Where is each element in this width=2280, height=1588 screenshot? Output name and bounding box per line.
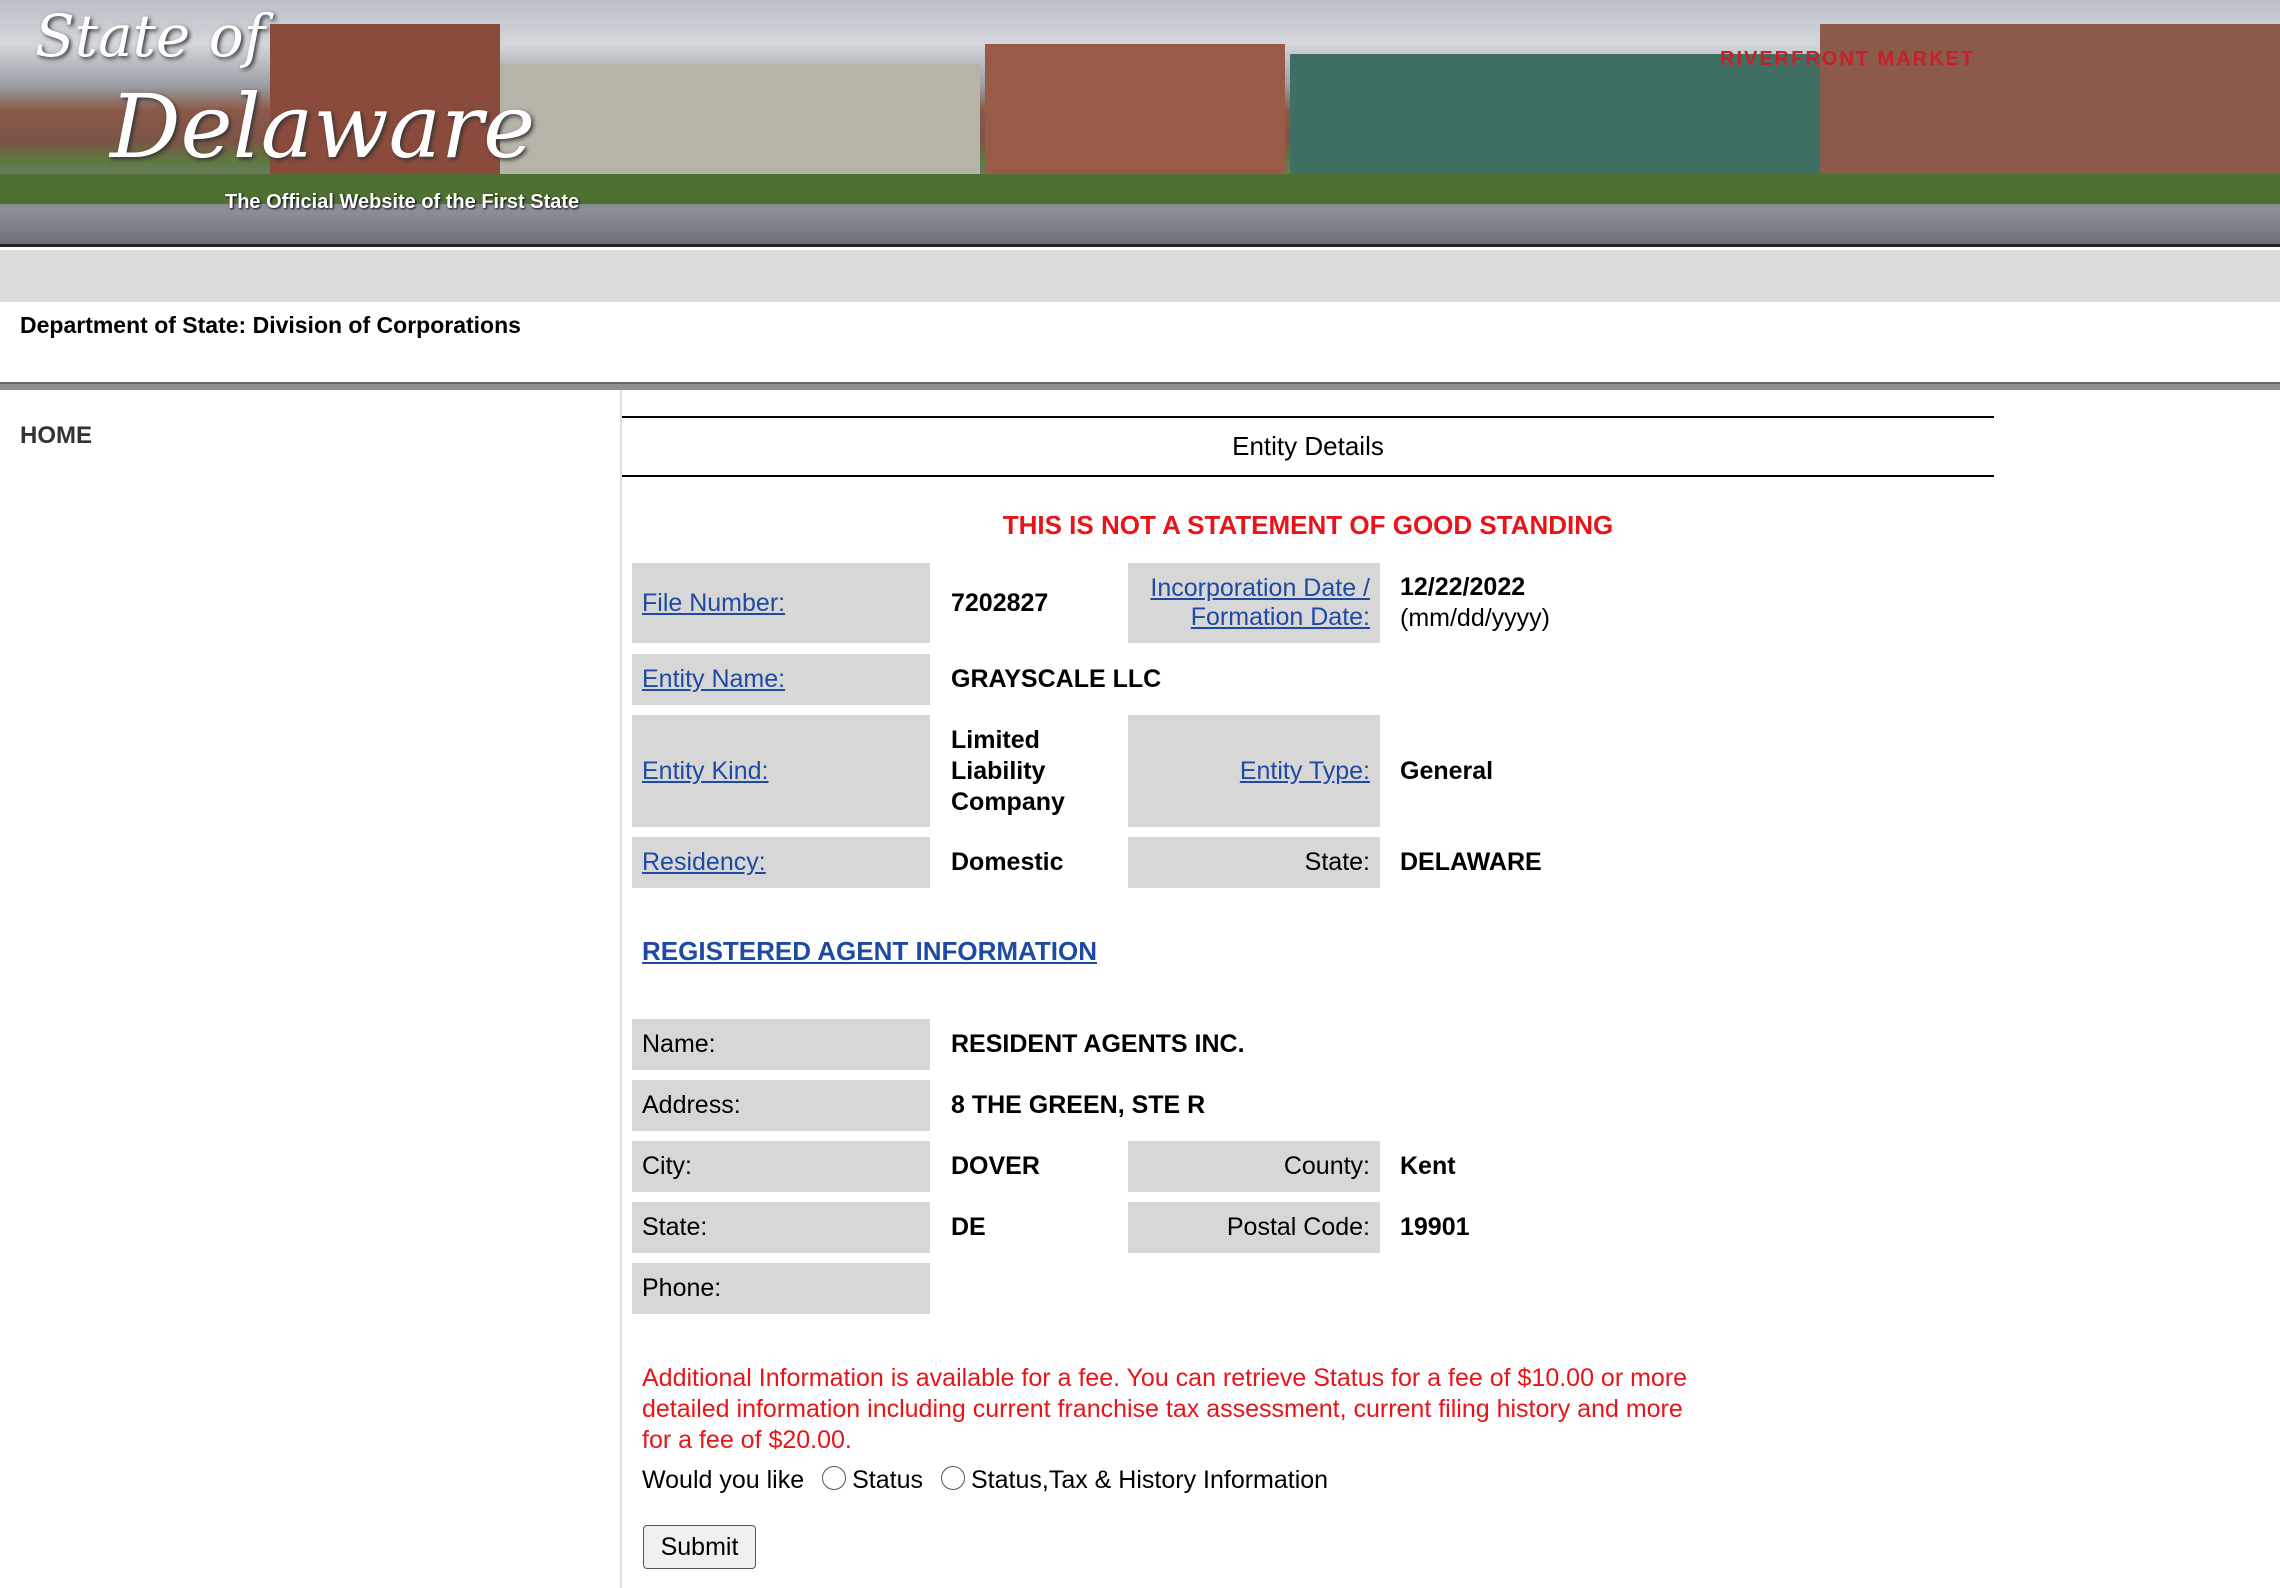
agent-state-label: State: <box>632 1202 930 1253</box>
date: 12/22/2022 <box>1400 573 1526 601</box>
kind-line: Limited <box>951 725 1040 754</box>
entity-name-value: GRAYSCALE LLC <box>951 665 1162 693</box>
status-radio[interactable] <box>822 1466 846 1490</box>
file-number-link[interactable]: File Number: <box>642 588 786 617</box>
agent-postal-value: 19901 <box>1400 1213 1470 1241</box>
registered-agent-heading-link[interactable]: REGISTERED AGENT INFORMATION <box>642 936 1097 966</box>
full-info-option-label[interactable]: Status,Tax & History Information <box>971 1466 1329 1494</box>
good-standing-warning: THIS IS NOT A STATEMENT OF GOOD STANDING <box>1002 510 1614 540</box>
file-number-value: 7202827 <box>951 588 1049 617</box>
submit-button[interactable]: Submit <box>643 1525 756 1569</box>
state-label: State: <box>1128 837 1380 888</box>
nav-home-link[interactable]: HOME <box>20 422 92 449</box>
agent-state-value: DE <box>951 1213 986 1241</box>
entity-type-link[interactable]: Entity Type: <box>1239 756 1370 785</box>
order-prompt: Would you like <box>642 1466 805 1494</box>
agent-county-label: County: <box>1128 1141 1380 1192</box>
link-text: Formation Date: <box>1190 603 1370 631</box>
agent-name-label: Name: <box>632 1019 930 1070</box>
date-format: (mm/dd/yyyy) <box>1400 604 1550 632</box>
file-number-label <box>632 563 930 643</box>
building-image <box>1820 24 2280 174</box>
incorporation-date-label <box>1128 563 1380 643</box>
column-divider <box>620 390 622 1588</box>
agent-city-label: City: <box>632 1141 930 1192</box>
entity-name-label <box>632 654 930 705</box>
nav-band <box>0 250 2280 302</box>
incorporation-date-value <box>1400 563 1550 643</box>
logo-text: Delaware <box>110 75 536 178</box>
logo-text: State of <box>35 2 266 70</box>
residency-label <box>632 837 930 888</box>
agent-name-value: RESIDENT AGENTS INC. <box>951 1030 1245 1058</box>
agent-county-value: Kent <box>1400 1152 1456 1180</box>
agent-postal-label: Postal Code: <box>1128 1202 1380 1253</box>
agent-address-value: 8 THE GREEN, STE R <box>951 1091 1206 1119</box>
agent-city-value: DOVER <box>951 1152 1040 1180</box>
entity-kind-label <box>632 715 930 827</box>
order-options <box>642 1466 1328 1495</box>
entity-type-value: General <box>1400 756 1494 785</box>
tagline: The Official Website of the First State <box>225 191 580 213</box>
section-title: Entity Details <box>622 416 1994 477</box>
agent-phone-label: Phone: <box>632 1263 930 1314</box>
fee-information: Additional Information is available for a fee. You can retrieve Status for a fee of $10.00 or more detailed information including current franchise tax assessment, current filing history and more for a fee of $20.00. <box>642 1364 1688 1454</box>
full-info-radio[interactable] <box>941 1466 965 1490</box>
agent-address-label: Address: <box>632 1080 930 1131</box>
kind-line: Company <box>951 787 1065 816</box>
residency-value: Domestic <box>951 848 1064 876</box>
building-image <box>985 44 1285 174</box>
residency-link[interactable]: Residency: <box>642 848 766 876</box>
entity-kind-link[interactable]: Entity Kind: <box>642 756 769 785</box>
site-banner <box>0 0 2280 247</box>
market-sign: RIVERFRONT MARKET <box>1720 48 1976 70</box>
entity-kind-value <box>951 715 1065 827</box>
divider <box>0 382 2280 390</box>
building-image <box>1290 54 1820 174</box>
entity-name-link[interactable]: Entity Name: <box>642 665 786 693</box>
status-option-label[interactable]: Status <box>852 1466 923 1494</box>
incorporation-date-link[interactable] <box>1150 574 1370 632</box>
link-text: Incorporation Date / <box>1150 574 1370 602</box>
entity-type-label <box>1128 715 1380 827</box>
state-value: DELAWARE <box>1400 848 1542 876</box>
kind-line: Liability <box>951 756 1046 785</box>
department-title: Department of State: Division of Corporations <box>20 312 521 338</box>
building-image <box>500 64 980 174</box>
